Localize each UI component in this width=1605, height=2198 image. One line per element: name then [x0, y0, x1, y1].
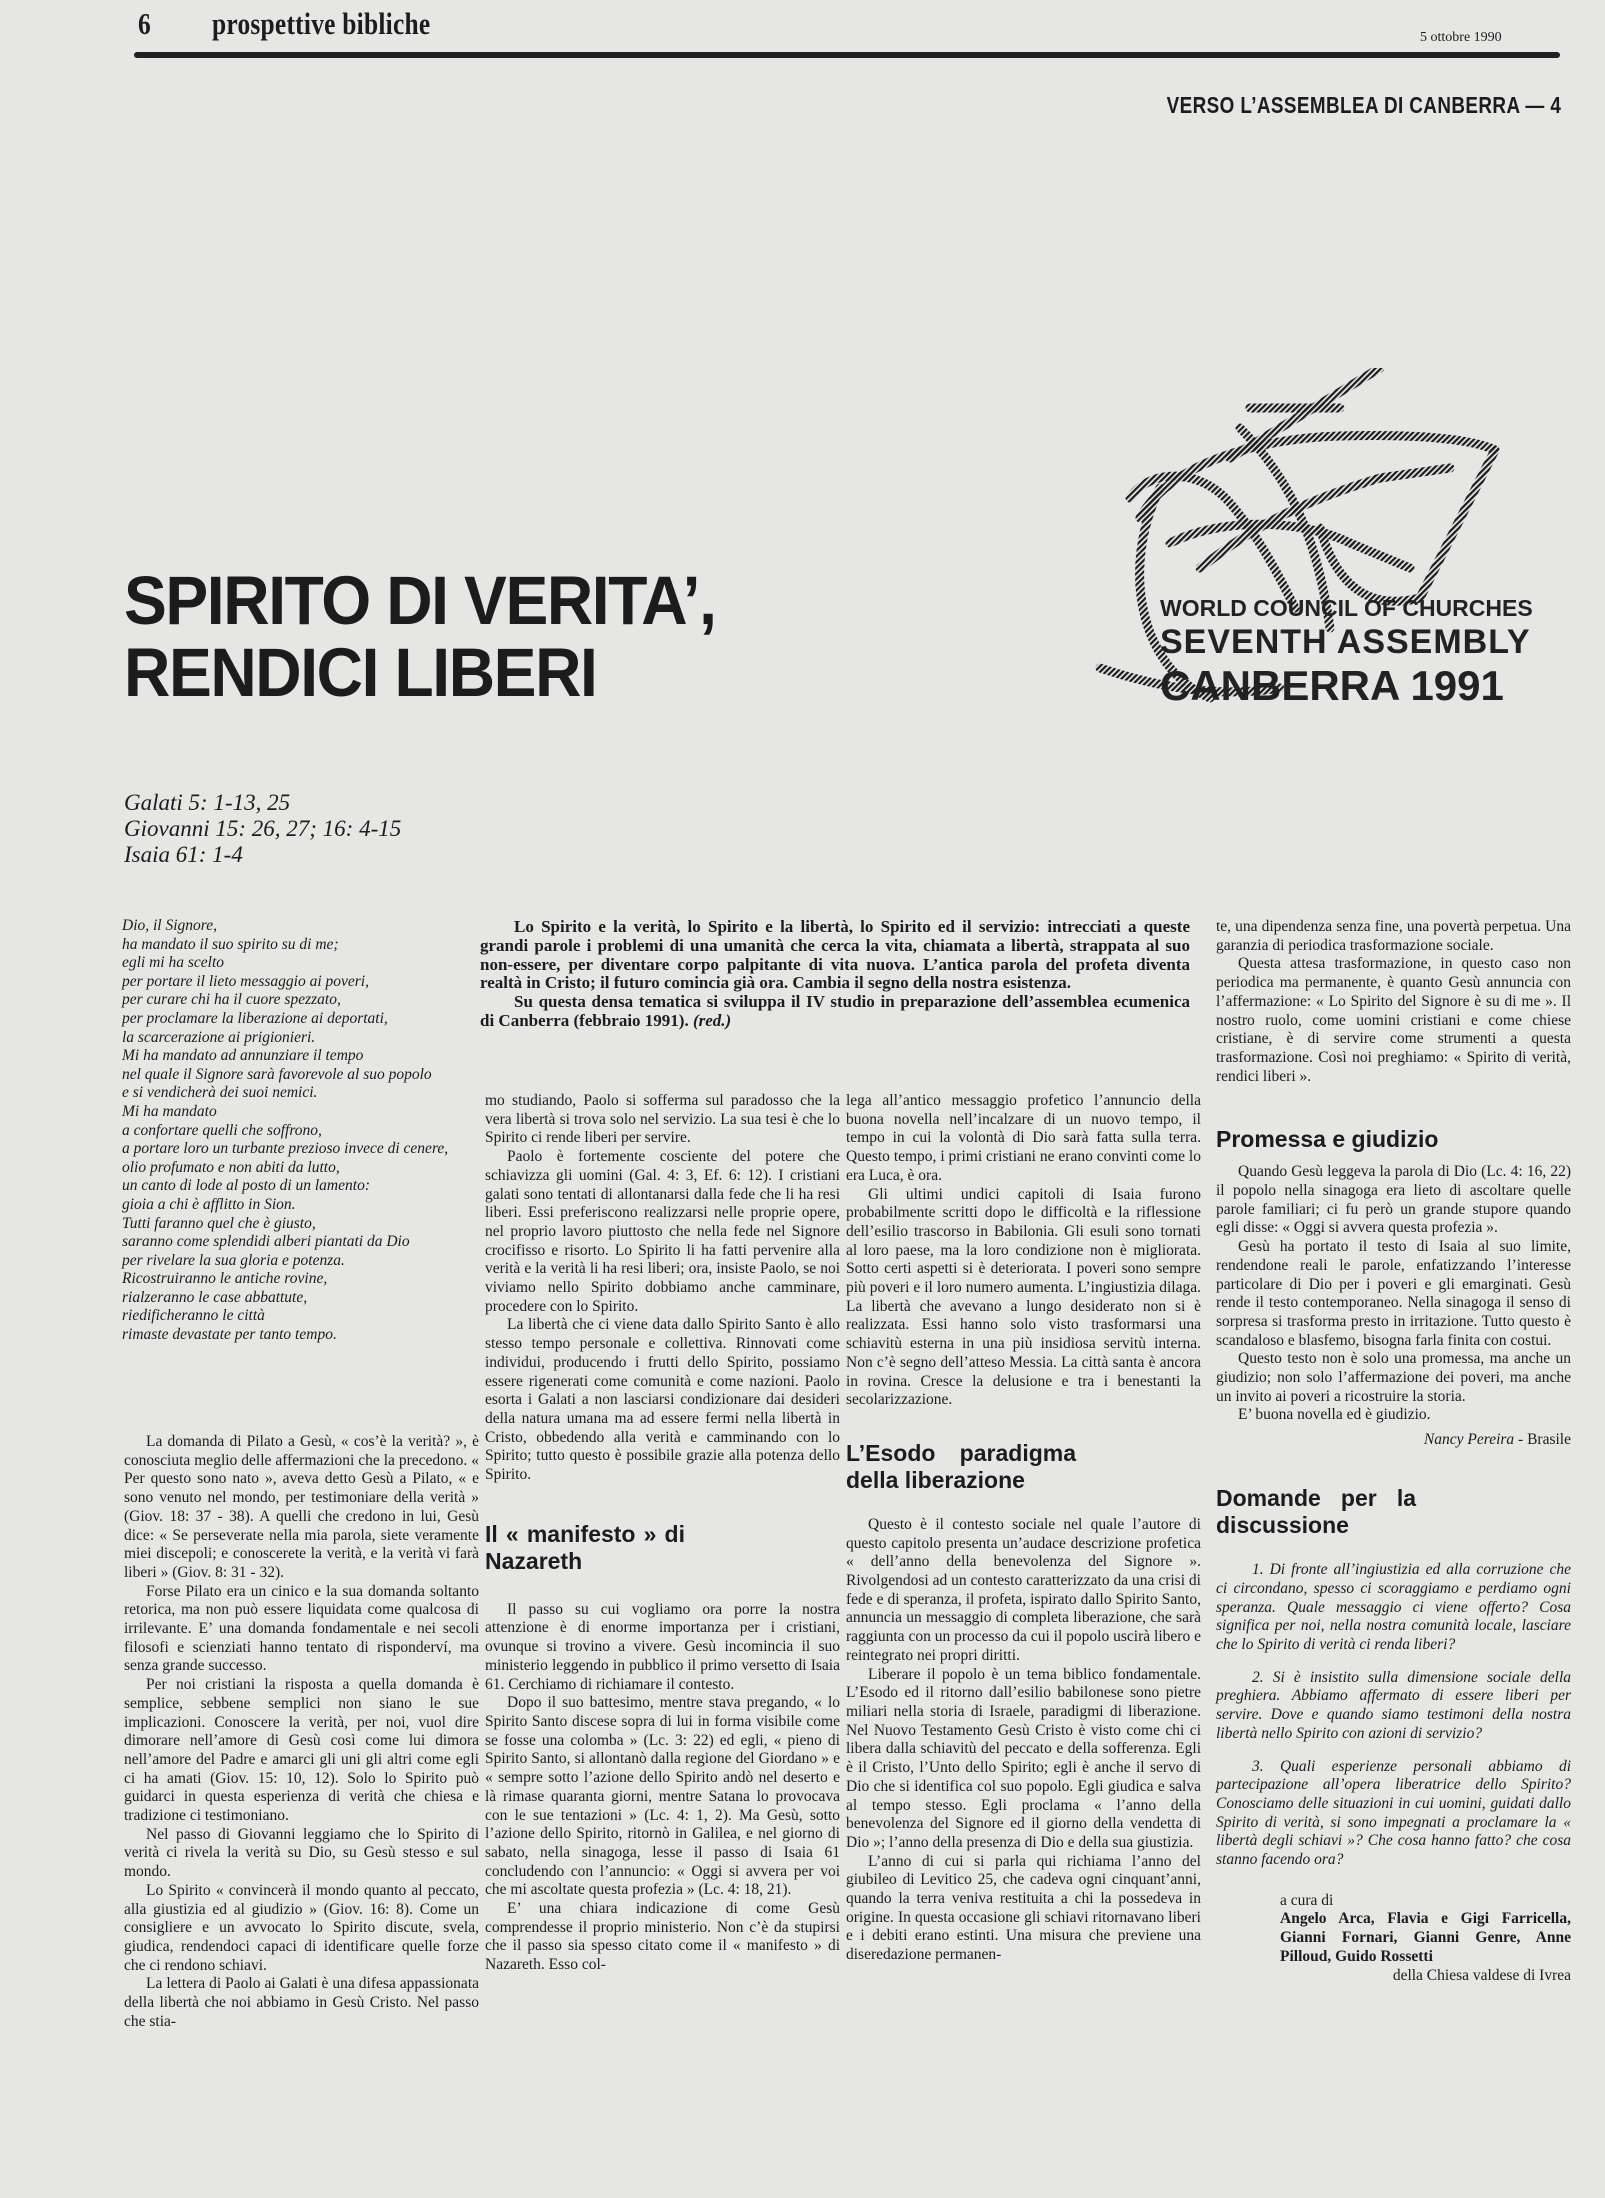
lede [480, 918, 1190, 1031]
author-name: Nancy Pereira [1423, 1431, 1515, 1449]
poem-line: Mi ha mandato [122, 1102, 217, 1120]
paragraph: Nel passo di Giovanni leggiamo che lo Spirito di verità ci rivela la verità su Dio, su Gesù stesso e sul mondo. [124, 1825, 479, 1881]
poem-line: un canto di lode al posto di un lamento: [122, 1177, 370, 1195]
credits-affiliation: della Chiesa valdese di Ivrea [1392, 1966, 1571, 1984]
poem-line: nel quale il Signore sarà favorevole al suo popolo [122, 1065, 432, 1083]
scripture-ref: Giovanni 15: 26, 27; 16: 4-15 [124, 816, 402, 841]
publication-title: prospettive bibliche [212, 6, 431, 41]
column-3 [846, 1092, 1201, 1965]
logo-line-2: SEVENTH ASSEMBLY [1160, 623, 1531, 661]
headline-line-1: SPIRITO DI VERITA’, [124, 562, 716, 639]
paragraph: Paolo è fortemente cosciente del potere che schiavizza gli uomini (Gal. 4: 3, Ef. 6: 12). I cristiani galati sono tentati di allontanarsi dalla fede che li ha resi liberi. Essi preferiscono realizzarsi nelle proprie opere, nel proprio lavoro piuttosto che nella fede nel Signore crocifisso e risorto. Lo Spirito li ha fatti pervenire alla verità e la verità li ha resi liberi; ora, insiste Paolo, se noi viviamo nello Spirito dobbiamo anche camminare, procedere con lo Spirito. [485, 1148, 840, 1315]
poem-line: rimaste devastate per tanto tempo. [122, 1326, 337, 1344]
poem-line: olio profumato e non abiti da lutto, [122, 1158, 340, 1176]
paragraph: te, una dipendenza senza fine, una povertà perpetua. Una garanzia di periodica trasformazione sociale. [1216, 918, 1571, 954]
paragraph: Questa attesa trasformazione, in questo caso non periodica ma permanente, è quanto Gesù annuncia con l’affermazione: « Lo Spirito del Signore è su di me ». Il nostro ruolo, come uomini cristiani e come chiese cristiane, è di servire come strumenti a questa trasformazione. Così noi preghiamo: « Spirito di verità, rendici liberi ». [1216, 955, 1571, 1085]
paragraph: Liberare il popolo è un tema biblico fondamentale. L’Esodo ed il ritorno dall’esilio babilonese sono pietre miliari nella storia di Israele, paradigmi di liberazione. Nel Nuovo Testamento Gesù Cristo è visto come chi ci libera dalla schiavitù del peccato e della sofferenza. Egli è il Cristo, l’Unto dello Spirito; egli è anche il servo di Dio che si identifica col suo popolo. Egli giudica e salva al tempo stesso. Egli proclama « l’anno della benevolenza del Signore ed il giorno della vendetta di Dio »; l’anno della presenza di Dio e della sua giustizia. [846, 1665, 1201, 1851]
page-number: 6 [138, 6, 151, 41]
series-label: VERSO L’ASSEMBLEA DI CANBERRA — 4 [1166, 92, 1561, 118]
wcc-assembly-logo [1080, 368, 1580, 718]
paragraph: Quando Gesù leggeva la parola di Dio (Lc. 4: 16, 22) il popolo nella sinagoga era lieto di ascoltare quelle parole familiari; ci fu però un grande stupore quando egli disse: « Oggi si avvera questa profezia ». [1216, 1163, 1571, 1237]
paragraph: La libertà che ci viene data dallo Spirito Santo è allo stesso tempo personale e collettiva. Rinnovati come individui, producendo i frutti dello Spirito, possiamo essere rigenerati come comunità e come nazioni. Paolo esorta i Galati a non lasciarsi condizionare dai desideri della natura umana ma ad essere fermi nella libertà in Cristo, obbedendo alla verità e camminando con lo Spirito; tutto questo è possibile grazie alla potenza dello Spirito. [485, 1316, 840, 1484]
poem-line: Dio, il Signore, [122, 917, 218, 934]
lede-paragraph [480, 993, 1190, 1031]
poem-line: Mi ha mandato ad annunziare il tempo [122, 1047, 364, 1065]
poem-line: e si vendicherà dei suoi nemici. [122, 1084, 318, 1102]
paragraph: Questo è il contesto sociale nel quale l’autore di questo capitolo presenta un’audace descrizione profetica « dell’anno della benevolenza del Signore ». Rivolgendosi ad un contesto caratterizzato da una crisi di fede e di speranza, il profeta, ispirato dallo Spirito Santo, annuncia un messaggio di completa liberazione, che sarà raggiunta con un processo da cui il popolo uscirà libero e reintegrato nei propri diritti. [846, 1515, 1201, 1664]
poem-line: la scarcerazione ai prigionieri. [122, 1028, 316, 1046]
headline-line-2: RENDICI LIBERI [124, 634, 597, 711]
poem-line: gioia a chi è afflitto in Sion. [122, 1195, 296, 1213]
masthead-rule [134, 52, 1560, 58]
paragraph: Forse Pilato era un cinico e la sua domanda soltanto retorica, ma non può essere liquidata come qualcosa di irrilevante. E’ una domanda fondamentale e nei secoli filosofi e scienziati hanno tentato di risponderví, ma senza grande successo. [124, 1582, 479, 1675]
section-heading-domande: Domande per la discussione [1216, 1485, 1416, 1539]
paragraph: mo studiando, Paolo si sofferma sul paradosso che la vera libertà si trova solo nel servizio. La sua tesi è che lo Spirito ci rende liberi per servire. [485, 1092, 840, 1147]
poem-line: per portare il lieto messaggio ai poveri, [122, 972, 369, 990]
paragraph: Dopo il suo battesimo, mentre stava pregando, « lo Spirito Santo discese sopra di lui in forma visibile come se fosse una colomba » (Lc. 3: 22) ed egli, « pieno di Spirito Santo, si allontanò dalla regione del Giordano » e « sempre sotto l’azione dello Spirito andò nel deserto e là rimase quaranta giorni, mentre Satana lo provocava con le sue tentazioni » (Lc. 4: 1, 2). Ma Gesù, sotto l’azione dello Spirito, ritornò in Galilea, e nel giorno di sabato, nella sinagoga, lesse il passo di Isaia 61 concludendo con l’annuncio: « Oggi si avvera per voi che mi ascoltate questa profezia » (Lc. 4: 18, 21). [485, 1694, 840, 1899]
logo-line-3: CANBERRA 1991 [1160, 662, 1504, 709]
paragraph: lega all’antico messaggio profetico l’annuncio della buona novella nell’incalzare di un nuovo tempo, il tempo in cui la volontà di Dio sarà fatta sulla terra. Questo tempo, i primi cristiani ne erano convinti come lo era Luca, è ora. [846, 1092, 1201, 1184]
logo-line-1: WORLD COUNCIL OF CHURCHES [1160, 595, 1533, 621]
column-4 [1216, 918, 1571, 1985]
lede-paragraph: Lo Spirito e la verità, lo Spirito e la libertà, lo Spirito ed il servizio: intrecciati a queste grandi parole i problemi di una umanità che cerca la vita, chiamata a libertà, strappata al suo non-essere, per diventare corpo palpitante di vita nuova. L’antica parola del profeta diventa realtà in Cristo; il futuro comincia già ora. Cambia il segno della nostra esistenza. [480, 917, 1190, 993]
lede-text: Su questa densa tematica si sviluppa il IV studio in preparazione dell’assemblea ecumenica di Canberra (febbraio 1991). [480, 992, 1190, 1030]
section-heading-esodo: L’Esodo paradigma della liberazione [846, 1439, 1076, 1493]
question-item: 2. Si è insistito sulla dimensione sociale della preghiera. Abbiamo affermato di essere liberi per servire. Dove e quando siamo testimoni della nostra libertà nello Spirito con azioni di servizio? [1216, 1668, 1571, 1742]
editor-credit: (red.) [692, 1010, 732, 1030]
poem-line: per curare chi ha il cuore spezzato, [122, 991, 341, 1009]
paragraph: L’anno di cui si parla qui richiama l’anno del giubileo di Levitico 25, che cadeva ogni cinquant’anni, quando la terra veniva restituita a chi la possedeva in origine. In questa occasione gli schiavi ritornavano liberi e i debiti erano estinti. Una misura che previene una diseredazione permanen- [846, 1852, 1201, 1964]
headline [124, 562, 716, 711]
paragraph: La lettera di Paolo ai Galati è una difesa appassionata della libertà che noi abbiamo in Gesù Cristo. Nel passo che stia- [124, 1975, 479, 2030]
credits-intro: a cura di [1280, 1891, 1334, 1909]
paragraph: Lo Spirito « convincerà il mondo quanto al peccato, alla giustizia ed al giudizio » (Giov. 16: 8). Come un consigliere e un avvocato lo Spirito discute, svela, giudica, rendendoci capaci di identificare quelle forze che ci rendono schiavi. [124, 1881, 479, 1974]
issue-date: 5 ottobre 1990 [1420, 30, 1502, 45]
poem-line: per rivelare la sua gloria e potenza. [122, 1251, 345, 1269]
scripture-references [124, 790, 401, 868]
poem-line: Ricostruiranno le antiche rovine, [122, 1270, 328, 1288]
paragraph: Per noi cristiani la risposta a quella domanda è semplice, sebbene semplici non siano le sue implicazioni. Conoscere la verità, per noi, vuol dire dimorare nell’amore di Gesù così come lui dimora nell’amore del Padre e amarci gli uni gli altri come egli ci ha amati (Giov. 15: 10, 12). Solo lo Spirito può guidarci in questa esperienza di verità che chiesa e tradizione ci testimoniano. [124, 1676, 479, 1825]
poem-line: rialzeranno le case abbattute, [122, 1288, 308, 1306]
discussion-questions [1216, 1561, 1571, 1870]
paragraph: Gesù ha portato il testo di Isaia al suo limite, rendendone reali le parole, enfatizzando l’interesse particolare di Dio per i poveri e gli emarginati. Gesù rende il testo contemporaneo. Nella sinagoga il senso di sorpresa si trasforma presto in irritazione. Tutto questo è scandaloso e blasfemo, bisogna farla finita con costui. [1216, 1238, 1571, 1349]
author-signature [1216, 1431, 1571, 1449]
paragraph: Questo testo non è solo una promessa, ma anche un giudizio; non solo l’affermazione dei poveri, ma anche un invito ai poveri a ricostruire la storia. [1216, 1350, 1571, 1405]
poem-line: saranno come splendidi alberi piantati da Dio [122, 1233, 410, 1251]
poem-line: a portare loro un turbante prezioso invece di cenere, [122, 1140, 449, 1158]
paragraph: Gli ultimi undici capitoli di Isaia furono probabilmente scritti dopo le difficoltà e la riflessione dell’esilio trascorso in Babilonia. Gli esuli sono tornati al loro paese, ma la loro condizione non è migliorata. Sotto certi aspetti si è deteriorata. I poveri sono sempre più poveri e il loro numero aumenta. L’ingiustizia dilaga. La libertà che avevano a lungo desiderato non si è realizzata. Essi hanno solo visto trasformarsi una schiavitù esterna in una più insidiosa servitù interna. Non c’è segno dell’atteso Messia. La città santa è ancora in rovina. Cresce la delusione e tra i benestanti la secolarizzazione. [846, 1185, 1201, 1409]
isaiah-poem [122, 917, 477, 1345]
poem-line: per proclamare la liberazione ai deportati, [122, 1009, 388, 1027]
poem-line: egli mi ha scelto [122, 954, 225, 972]
column-2 [485, 1092, 840, 1975]
scripture-ref: Isaia 61: 1-4 [124, 842, 243, 867]
question-item: 3. Quali esperienze personali abbiamo di partecipazione all’opera liberatrice dello Spirito? Conosciamo delle situazioni in cui uomini, guidati dallo Spirito di verità, si sono impegnati a proclamare la « libertà degli schiavi »? Che cosa hanno fatto? che cosa stanno facendo ora? [1216, 1757, 1571, 1869]
poem-line: a confortare quelli che soffrono, [122, 1121, 322, 1139]
paragraph: E’ buona novella ed è giudizio. [1238, 1406, 1431, 1424]
credits-names: Angelo Arca, Flavia e Gigi Farricella, Gianni Fornari, Gianni Genre, Anne Pilloud, Guido Rossetti [1280, 1910, 1571, 1965]
column-1 [124, 1433, 479, 2032]
paragraph: La domanda di Pilato a Gesù, « cos’è la verità? », è conosciuta meglio delle affermazioni che la precedono. « Per questo sono nato », aveva detto Gesù a Pilato, « e sono venuto nel mondo, per testimoniare della verità » (Giov. 18: 37 - 38). A quelli che credono in lui, Gesù dice: « Se perseverate nella mia parola, siete veramente miei discepoli; e conoscerete la verità, e la verità vi farà liberi » (Giov. 8: 31 - 32). [124, 1433, 479, 1581]
poem-line: riedificheranno le città [122, 1307, 265, 1325]
poem-line: Tutti faranno quel che è giusto, [122, 1214, 316, 1232]
poem-line: ha mandato il suo spirito su di me; [122, 935, 339, 953]
paragraph: E’ una chiara indicazione di come Gesù comprendesse il proprio ministerio. Non c’è da stupirsi che il passo sia spesso citato come il « manifesto » di Nazareth. Esso col- [485, 1900, 840, 1974]
credits [1280, 1892, 1571, 1986]
section-heading-manifesto: Il « manifesto » di Nazareth [485, 1520, 685, 1574]
paragraph: Il passo su cui vogliamo ora porre la nostra attenzione è di enorme importanza per i cristiani, ovunque si trovino a vivere. Gesù incomincia il suo ministerio leggendo in pubblico il primo versetto di Isaia 61. Cerchiamo di richiamare il contesto. [485, 1600, 840, 1693]
question-item: 1. Di fronte all’ingiustizia ed alla corruzione che ci circondano, spesso ci scoraggiamo e perdiamo ogni speranza. Quale messaggio ci viene offerto? Cosa significa per noi, nella nostra comunità locale, lasciare che lo Spirito di verità ci renda liberi? [1216, 1561, 1571, 1653]
author-country: - Brasile [1518, 1431, 1571, 1449]
scripture-ref: Galati 5: 1-13, 25 [124, 790, 291, 815]
section-heading-promessa: Promessa e giudizio [1216, 1126, 1439, 1153]
